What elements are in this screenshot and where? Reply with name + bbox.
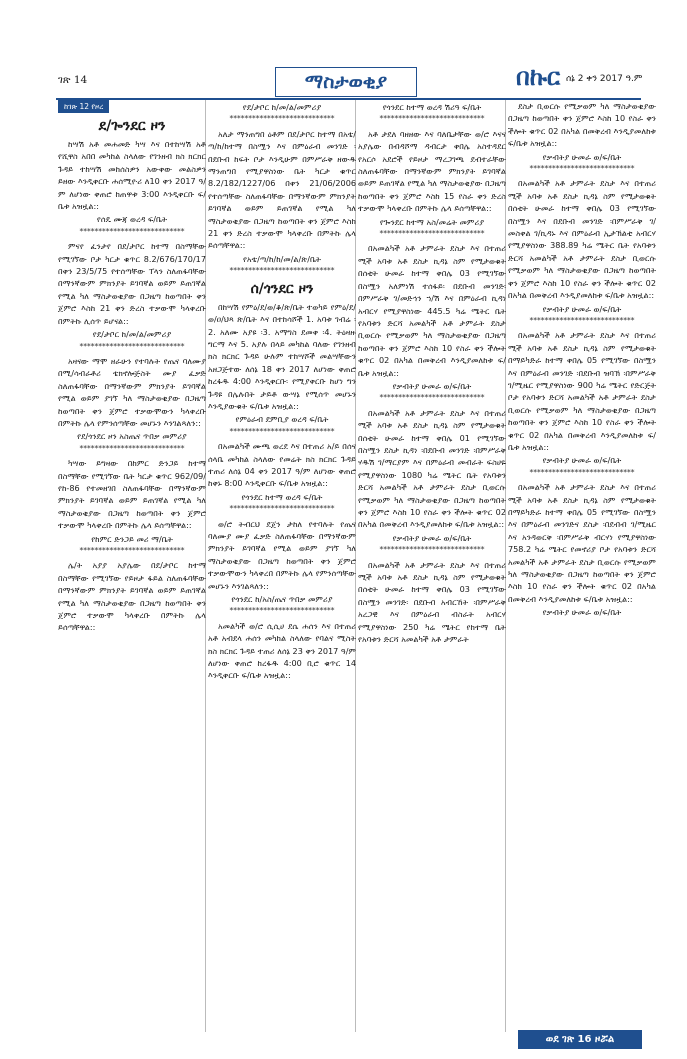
notice-paragraph: አዛናው ማሞ ዘራሁን የተባሉት የጤና ባለሙያ በሚ/ሳብራቶሪ ቴክኖሎጅስት ሙያ ፈቃድ ስለጠፋባቸው በማንኛውም ምክንያት ይገባኛል የሚል ወይም ያገኘ ካለ ማስታወቂያው በጋዜጣ ከወጣበት ቀን ጀምሮ ተቃውሞውን ካላቀረቡ በምትኩ ሌላ የምንሰጣቸው መሆኑን እንገልጻለን:: <box>58 355 206 428</box>
issue-date: ሰኔ 2 ቀን 2017 ዓ.ም <box>566 74 643 84</box>
continued-banner: ወደ ገጽ 16 ዞሯል <box>518 1030 642 1049</box>
notice-paragraph: ወ/ሮ ትብርህ ደጀን ታከለ የተባሉት የጤና ባለሙያ ሙያ ፈቃድ ስለጠፋባቸው በማንኛውም ምክንያት ይገባኛል የሚል ወይም ያገኘ ካለ ማስታወቂያው በጋዜጣ ከወጣበት ቀን ጀምሮ ተቃውሞውን ካላቀረበ በምትኩ ሌላ የምንሰጣቸው መሆኑን እንገልጻለን:: <box>208 518 356 591</box>
notice-separator: **************************** <box>229 606 335 616</box>
notice-separator: **************************** <box>379 545 485 555</box>
notice-issuer: የጎንደር ከተማ ወረዳ ፍ/ቤት <box>241 491 323 502</box>
notice-issuer: የጎንደር ከተማ ወረዳ ሽሪዓ ፍ/ቤት <box>382 102 482 112</box>
notice-issuer: የቃብትያ ሁመራ ወ/ፍ/ቤት <box>392 532 472 543</box>
notice-separator: **************************** <box>379 393 485 403</box>
notice-issuer: የቃብትያ ሁመራ ወ/ፍ/ቤት <box>542 151 622 162</box>
column-3 <box>358 100 506 1032</box>
notice-separator: **************************** <box>379 229 485 239</box>
notice-paragraph: ካሣው ይግዛው በከምር ድንጋይ ከተማ በስማቸው የሚገኘው ቤት ካርታ ቁጥር 962/09/የከ-86 የተመዘገበ ስለጠፋባቸው በማንኛውም ምክንያት ይገባኛል ወይም ይጠገኛል የሚል ካለ ማስታወቂያው በጋዜጣ ከወጣበት ቀን ጀምሮ ተቃውሞ ካላቀረቡ በምትኩ ሌላ ይሰጣቸዋል:: <box>58 458 206 531</box>
notice-issuer: የደ/ጎንደር ዞን አስጤና ጥበቃ መምሪያ <box>77 431 187 442</box>
notice-separator: **************************** <box>379 114 485 124</box>
zone-heading: ሰ/ጎንደር ዞን <box>250 280 314 297</box>
notice-paragraph: በአመልካች አቶ ታምራት ደስታ እና በተጠሪ ሚች አባቱ አቶ ደስታ ኪዳኔ ስም የሚታወቁት በማይካድራ ከተማ ቀበሌ 05 የሚገኘው በስሟን እና በምዕራብ መንገድ ፡በደቡብ ዝባኽ ፡በምሥራቅ ገ/ሚዜር የሚያዋስነው 900 ካሬ ሜትር የድርጅት ቦታ የአባቱን ድርሻ አመልካች አቶ ታምራት ደስታ ቢወርሱ የሚቃወም ካለ ማስታወቂያው በጋዜጣ ከወጣበት ቀን ጀምሮ እስከ 10 የስራ ቀን ችሎት ቁጥር 02 በአካል በመቅረብ እንዲያመለከቱ ፍ/ቤቱ አዝዟል:: <box>508 330 656 452</box>
notice-issuer: የደ/ታቦር ከ/መ/ል/መምሪያ <box>242 102 322 112</box>
notice-issuer: የደ/ታቦር ከ/መ/ል/መምሪያ <box>92 329 172 340</box>
notice-issuer: የሰዴ ሙጃ ወረዳ ፍ/ቤት <box>96 214 168 225</box>
notice-separator: **************************** <box>229 114 335 124</box>
notice-issuer: የቃብትያ ሁመራ ወ/ፍ/ቤት <box>392 380 472 391</box>
notice-separator: **************************** <box>229 266 335 276</box>
notice-issuer: የከምር ድንጋይ መሪ ማ/ቤት <box>91 533 173 544</box>
notice-paragraph: ደስታ ቢወርሱ የሚቃወም ካለ ማስታወቂያው በጋዜጣ ከወጣበት ቀን ጀምሮ እስከ 10 የስራ ቀን ችሎት ቁጥር 02 በአካል በመቅረብ እንዲያመለከቱ ፍ/ቤቱ አዝዟል:: <box>508 101 656 149</box>
notice-separator: **************************** <box>229 504 335 514</box>
notice-paragraph: በአመልካች ሙጫ ወረደ እና በተጠሪ አ/ይ በሰና ሰላቤ መካከል ስላለው የመሬት ክስ ክርክር ጉዳይ ተጠሪ ለሰኔ 04 ቀን 2017 ዓ/ም ለሆነው ቀጠሮ ከቀኑ 8:00 እንዲቀርቡ ፍ/ቤቱ አዝዟል:: <box>208 441 356 489</box>
notice-issuer: የጎንደር ከ/አስ/ጤና ጥበቃ መምሪያ <box>231 594 333 605</box>
notice-issuer: የአቴ/ጣ/ከ/ከ/መ/ል/ጽ/ቤት <box>242 253 321 264</box>
notice-separator: **************************** <box>79 546 185 555</box>
page-number: ገጽ 14 <box>58 74 88 86</box>
notice-issuer: የቃብትያ ሁመራ ወ/ፍ/ቤት <box>542 303 622 314</box>
column-1 <box>58 100 206 1032</box>
notice-paragraph: በአመልካች አቶ ታምራት ደስታ እና በተጠሪ ሚች አባቱ አቶ ደስታ ኪዳኔ ስም የሚታወቁት በማይካድራ ከተማ ቀበሌ 05 የሚገኘው በስሟን እና በምዕራብ መንገድና ደስታ ፡በደብብ ገ/ሚዜር እና አንዳወርቅ ፡በምሥራቅ ብርሃነ የሚያዋስነው 758.2 ካሬ ሜትር የመኖሪያ ቦታ የአባቱን ድርሻ አመልካች አቶ ታምራት ደስታ ቢወርሱ የሚቃወም ካለ ማስታወቂያው በጋዜጣ ከወጣበት ቀን ጀምሮ እስከ 10 የስራ ቀን ችሎት ቁጥር 02 በአካል በመቅረብ እንዲያመለከቱ ፍ/ቤቱ አዝዟል:: <box>508 482 656 604</box>
notice-separator: **************************** <box>79 443 185 453</box>
newspaper-brand: በኩር <box>516 63 561 91</box>
zone-heading: ደ/ጐንደር ዞን <box>98 118 166 134</box>
column-2 <box>208 100 356 1032</box>
notice-paragraph: በአመልካች አቶ ታምራት ደስታ እና በተጠሪ ሚች አባቱ አቶ ደስታ ኪዳኔ ስም የሚታወቁት በሰቲት ሁመራ ከተማ ቀበሌ 03 የሚገኘው በስሟን መንገድ፡ በደቡብ አብርኸት ፡በምሥራቅ አረጋዊ እና በምዕራብ ብስራት አብርሃ የሚያዋስነው 250 ካሬ ሜትር የከተማ ቤት የአባቱን ድርሻ አመልካች አቶ ታምራት <box>358 559 506 645</box>
notice-paragraph: አቶ ታደለ ባዘዘው እና ባለቤታቸው ወ/ሮ እናና አያሌው በብዳሾማ ዳብርታ ቀበሌ አስተዳደር የአርሶ አደሮች የይዞታ ማረጋገጫ ደብተራቸው ስለጠፋባቸው በማንኛውም ምክንያት ይገባኛል ወይም ይጠገኛል የሚል ካለ ማስታወቂያው በጋዜጣ ከወጣበት ቀን ጀምሮ እስከ 15 የስራ ቀን ድረስ ተቃውሞ ካላቀረቡ በምትኩ ሌላ ይሰጣቸዋል:: <box>358 128 506 214</box>
notice-paragraph: ምናየ ፈንታየ በደ/ታቦር ከተማ በስማቸው የሚገኘው ቦታ ካርታ ቁጥር 8.2/676/170/17 በቀን 23/5/75 የተሰጣቸው ፐላን ስለጠፋባቸው በማንኛውም ምክንያት ይገባኛል ወይም ይጠገኛል የሚል ካለ ማስታወቂያው በጋዜጣ ከወጣበት ቀን ጀምሮ እስከ 21 ቀን ድረስ ተቃውሞ ካላቀረቡ በምትኩ ሊሰጥ ይሆናል:: <box>58 241 206 326</box>
notice-paragraph: በአመልካች አቶ ታምራት ደስታ እና በተጠሪ ሚች አባቱ አቶ ደስታ ኪዳኔ ስም የሚታወቁት በሰቲት ሁመራ ከተማ ቀበሌ 03 የሚገኘው በስሟን አለምነሽ ተሰፋይ፡ በደቡብ መንገድ፡ በምሥራቅ ገ/መድኅን ኀ/ሽ እና በምዕራብ ኪዳነ አብርሃ የሚያዋስነው 445.5 ካሬ ሜትር ቤት የአባቱን ድርሻ አመልካች አቶ ታምራት ደስታ ቢወርሱ የሚቃወም ካለ ማስታወቂያው በጋዜጣ ከወጣበት ቀን ጀምሮ እስከ 10 የስራ ቀን ችሎት ቁጥር 02 በአካል በመቅረብ እንዲያመለከቱ ፍ/ቤቱ አዝዟል:: <box>358 243 506 378</box>
notice-issuer: የቃብትያ ሁመራ ወ/ፍ/ቤት <box>542 607 622 618</box>
notice-issuer: የቃብትያ ሁመራ ወ/ፍ/ቤት <box>542 455 622 466</box>
notice-paragraph: ሌ/ት አያያ አያሌው በደ/ታቦር ከተማ በስማቸው የሚገኘው የይዞታ ፋይል ስለጠፋባቸው በማንኛውም ምክንያት ይገባኛል ወይም ይጠገኛል የሚል ካለ ማስታወቂያው በጋዜጣ ከወጣበት ቀን ጀምሮ ተቃውሞ ካላቀረቡ በምትኩ ሌላ ይሰጣቸዋል:: <box>58 560 206 633</box>
section-title: ማስታወቂያ <box>275 67 417 97</box>
notice-paragraph: አለታ ማንጠግበ ዕቶም በደ/ታቦር ከተማ በአቴ/ጣ/ከ/ከተማ በስሟን እና በምዕራብ መንገድ ፡በደቡብ ከፍት ቦታ እንዲሁም በምሥራቅ ዘውዱ ማንጠግበ የሚያዋስነው ቤት ካርታ ቁጥር 8.2/182/1227/06 በቀን 21/06/2006 የተሰጣቸው ስለጠፋባቸው በማንኛውም ምክንያት ይገባኛል ወይም ይጠገኛል የሚል ካለ ማስታወቂያው በጋዜጣ ከወጣበት ቀን ጀምሮ እስከ 21 ቀን ድረስ ተቃውሞ ካላቀረቡ በምትኩ ሌላ ይሰጣቸዋል:: <box>208 128 356 251</box>
notice-paragraph: ከሣሽ አቶ መሐመድ ካሣ እና በተከሣሽ አቶ የሺዋስ አበበ መካከል ስላለው የገንዘብ ክስ ክርክር ጉዳይ ተከሣሽ መከሰስዎን አውቀው መልስዎን ይዘው እንዲቀርቡ ሐሰሚዮሪ ለ10 ቀን 2017 ዓ/ም ለሆነው ቀጠሮ ከጠዋቱ 3:00 እንዲቀርቡ ፍ/ቤቱ አዝዟል:: <box>58 139 206 212</box>
notice-separator: **************************** <box>529 467 635 477</box>
notice-issuer: የምዕራብ ደምቢያ ወረዳ ፍ/ቤት <box>235 414 329 425</box>
notice-paragraph: በአመልካች አቶ ታምራት ደስታ እና በተጠሪ ሚች አባቱ አቶ ደስታ ኪዳኔ ስም የሚታወቁት በሰቲት ሁመራ ከተማ ቀበሌ 03 የሚገኘው በስሟን እና በደቡብ መንገድ ፡በምሥራቅ ገ/መስቀል ገ/ኪዳኑ እና በምዕራብ ኢታኽልቲ አብርሃ የሚያዋስነው 388.89 ካሬ ሜትር ቤት የአባቱን ድርሻ አመልካች አቶ ታምራት ደስታ ቢወርሱ የሚቃወም ካለ ማስታወቂያው በጋዜጣ ከወጣበት ቀን ጀምሮ እስከ 10 የስራ ቀን ችሎት ቁጥር 02 በአካል በመቅረብ እንዲያመለከቱ ፍ/ቤቱ አዝዟል:: <box>508 178 656 301</box>
notice-separator: **************************** <box>529 315 635 325</box>
notice-paragraph: በአመልካች አቶ ታምራት ደስታ እና በተጠሪ ሚች አባቱ አቶ ደስታ ኪዳኔ ስም የሚታወቁት በሰቲት ሁመራ ከተማ ቀበሌ 01 የሚገኘው በስሟን ደስታ ኪዳነ ፡በደቡብ መንገድ ፡በምሥራቅ ሃዱሽ ገ/ማርያም እና በምዕራብ መብራት ፍስሀዬ የሚያዋስነው 1080 ካሬ ሜትር ቤት የአባቱን ድርሻ አመልካች አቶ ታምራት ደስታ ቢወርሱ የሚቃወም ካለ ማስታወቂያው በጋዜጣ ከወጣበት ቀን ጀምሮ እስከ 10 የስራ ቀን ችሎት ቁጥር 02 በአካል በመቅረብ እንዲያመለከቱ ፍ/ቤቱ አዝዟል:: <box>358 407 506 530</box>
notice-separator: **************************** <box>229 426 335 436</box>
notice-issuer: የጐንደር ከተማ አስ/መሬት መምሪያ <box>379 216 485 227</box>
continued-from-tag: ከገጽ 12 የዞረ <box>58 100 109 113</box>
notice-separator: **************************** <box>529 164 635 174</box>
notice-separator: **************************** <box>79 226 185 236</box>
notice-paragraph: በከሣሽ የምዕ/ደ/ወ/ቆ/ጽ/ቤት ተወካይ የምዕ/ደ/ወ/ዐ/ህጻ ጽ/ቤት እና በተከሳሾች 1. አባቱ ገብሬ ፡2. አለሙ አያዩ ፡3. አማግስ ደመቀ ፡4. ትዕዛዙ ግርማ እና 5. አያሉ በላይ መካከል ባለው የገንዘብ ክስ ክርክር ጉዳይ ሁሉም ተከሣሾች መልሣቸውን አዘጋጅተው ለሰኔ 18 ቀን 2017 ለሆነው ቀጠሮ ከረፋዱ 4:00 እንዲቀርቡ፡ የሚያቀርቡ ከሆነ ግን ጉዳዩ በሌሉበት ታይቶ ውሣኔ የሚሰጥ መሆኑን እንዲያውቁት ፍ/ቤቱ አዝዟል:: <box>208 301 356 411</box>
column-4 <box>508 100 656 1032</box>
notice-paragraph: አመልካች ወ/ሮ ሲሲሀ ደሴ ሐሰን እና በተጠሪ አቶ አብደላ ሐሰን መካከል ስላለው የባልና ሚስት ክስ ክርክር ጉዳይ ተጠሪ ለሰኔ 23 ቀን 2017 ዓ/ም ለሆነው ቀጠሮ ከረፋዱ 4:00 ቢሮ ቁጥር 14 እንዲቀርቡ ፍ/ቤቱ አዝዟል:: <box>208 620 356 681</box>
notice-separator: **************************** <box>79 341 185 351</box>
